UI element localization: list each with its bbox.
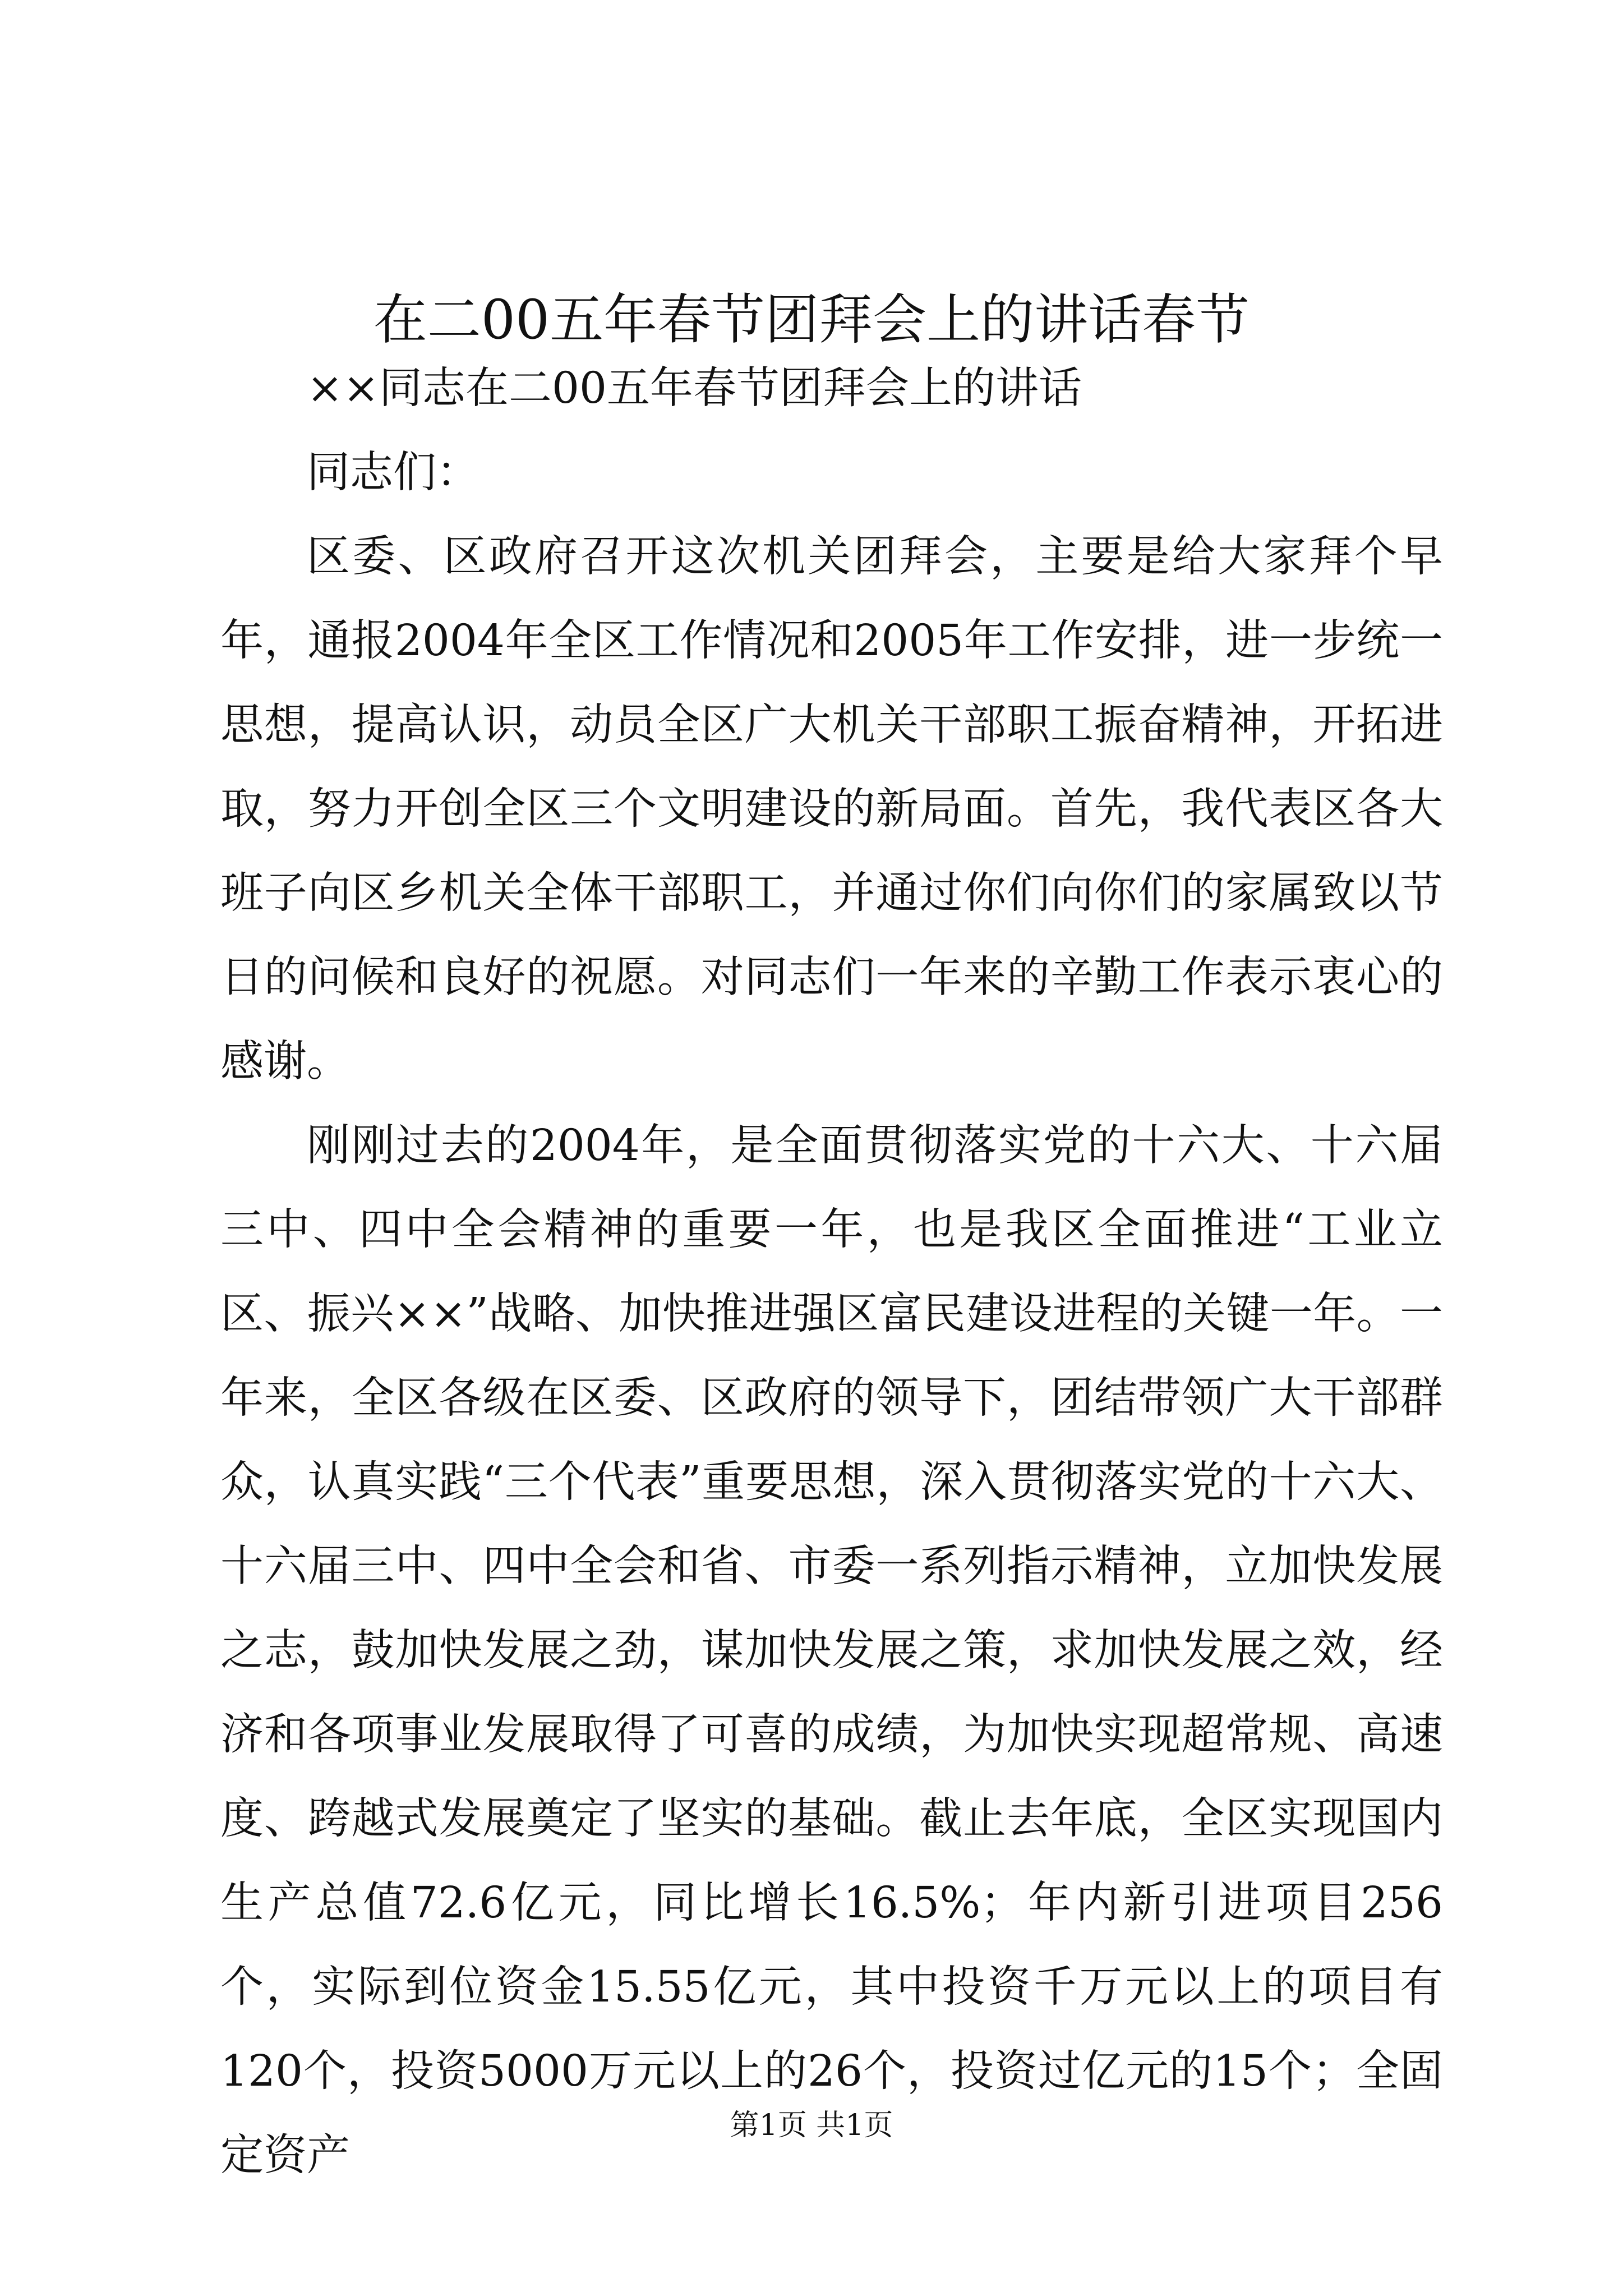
salutation-paragraph: 同志们：: [307, 448, 479, 498]
document-title: 在二00五年春节团拜会上的讲话春节: [373, 288, 1250, 351]
speech-heading-paragraph: ××同志在二00五年春节团拜会上的讲话: [307, 364, 1082, 413]
body-paragraph: 刚刚过去的2004年，是全面贯彻落实党的十六大、十六届三中、四中全会精神的重要一年，也是我区全面推进“工业立区、振兴××”战略、加快推进强区富民建设进程的关键一年。一年来，全区各级在区委、区政府的领导下，团结带领广大干部群众，认真实践“三个代表”重要思想，深入贯彻落实党的十六大、十六届三中、四中全会和省、市委一系列指示精神，立加快发展之志，鼓加快发展之劲，谋加快发展之策，求加快发展之效，经济和各项事业发展取得了可喜的成绩，为加快实现超常规、高速度、跨越式发展奠定了坚实的基础。截止去年底，全区实现国内生产总值72.6亿元，同比增长16.5%；年内新引进项目256个，实际到位资金15.55亿元，其中投资千万元以上的项目有120个，投资5000万元以上的26个，投资过亿元的15个；全固定资产: [220, 1121, 1443, 2180]
body-paragraph: 区委、区政府召开这次机关团拜会，主要是给大家拜个早年，通报2004年全区工作情况和2005年工作安排，进一步统一思想，提高认识，动员全区广大机关干部职工振奋精神，开拓进取，努力开创全区三个文明建设的新局面。首先，我代表区各大班子向区乡机关全体干部职工，并通过你们向你们的家属致以节日的问候和良好的祝愿。对同志们一年来的辛勤工作表示衷心的感谢。: [220, 532, 1443, 1087]
document-body: [220, 347, 1443, 2198]
page-footer: 第1页 共1页: [730, 2109, 893, 2142]
